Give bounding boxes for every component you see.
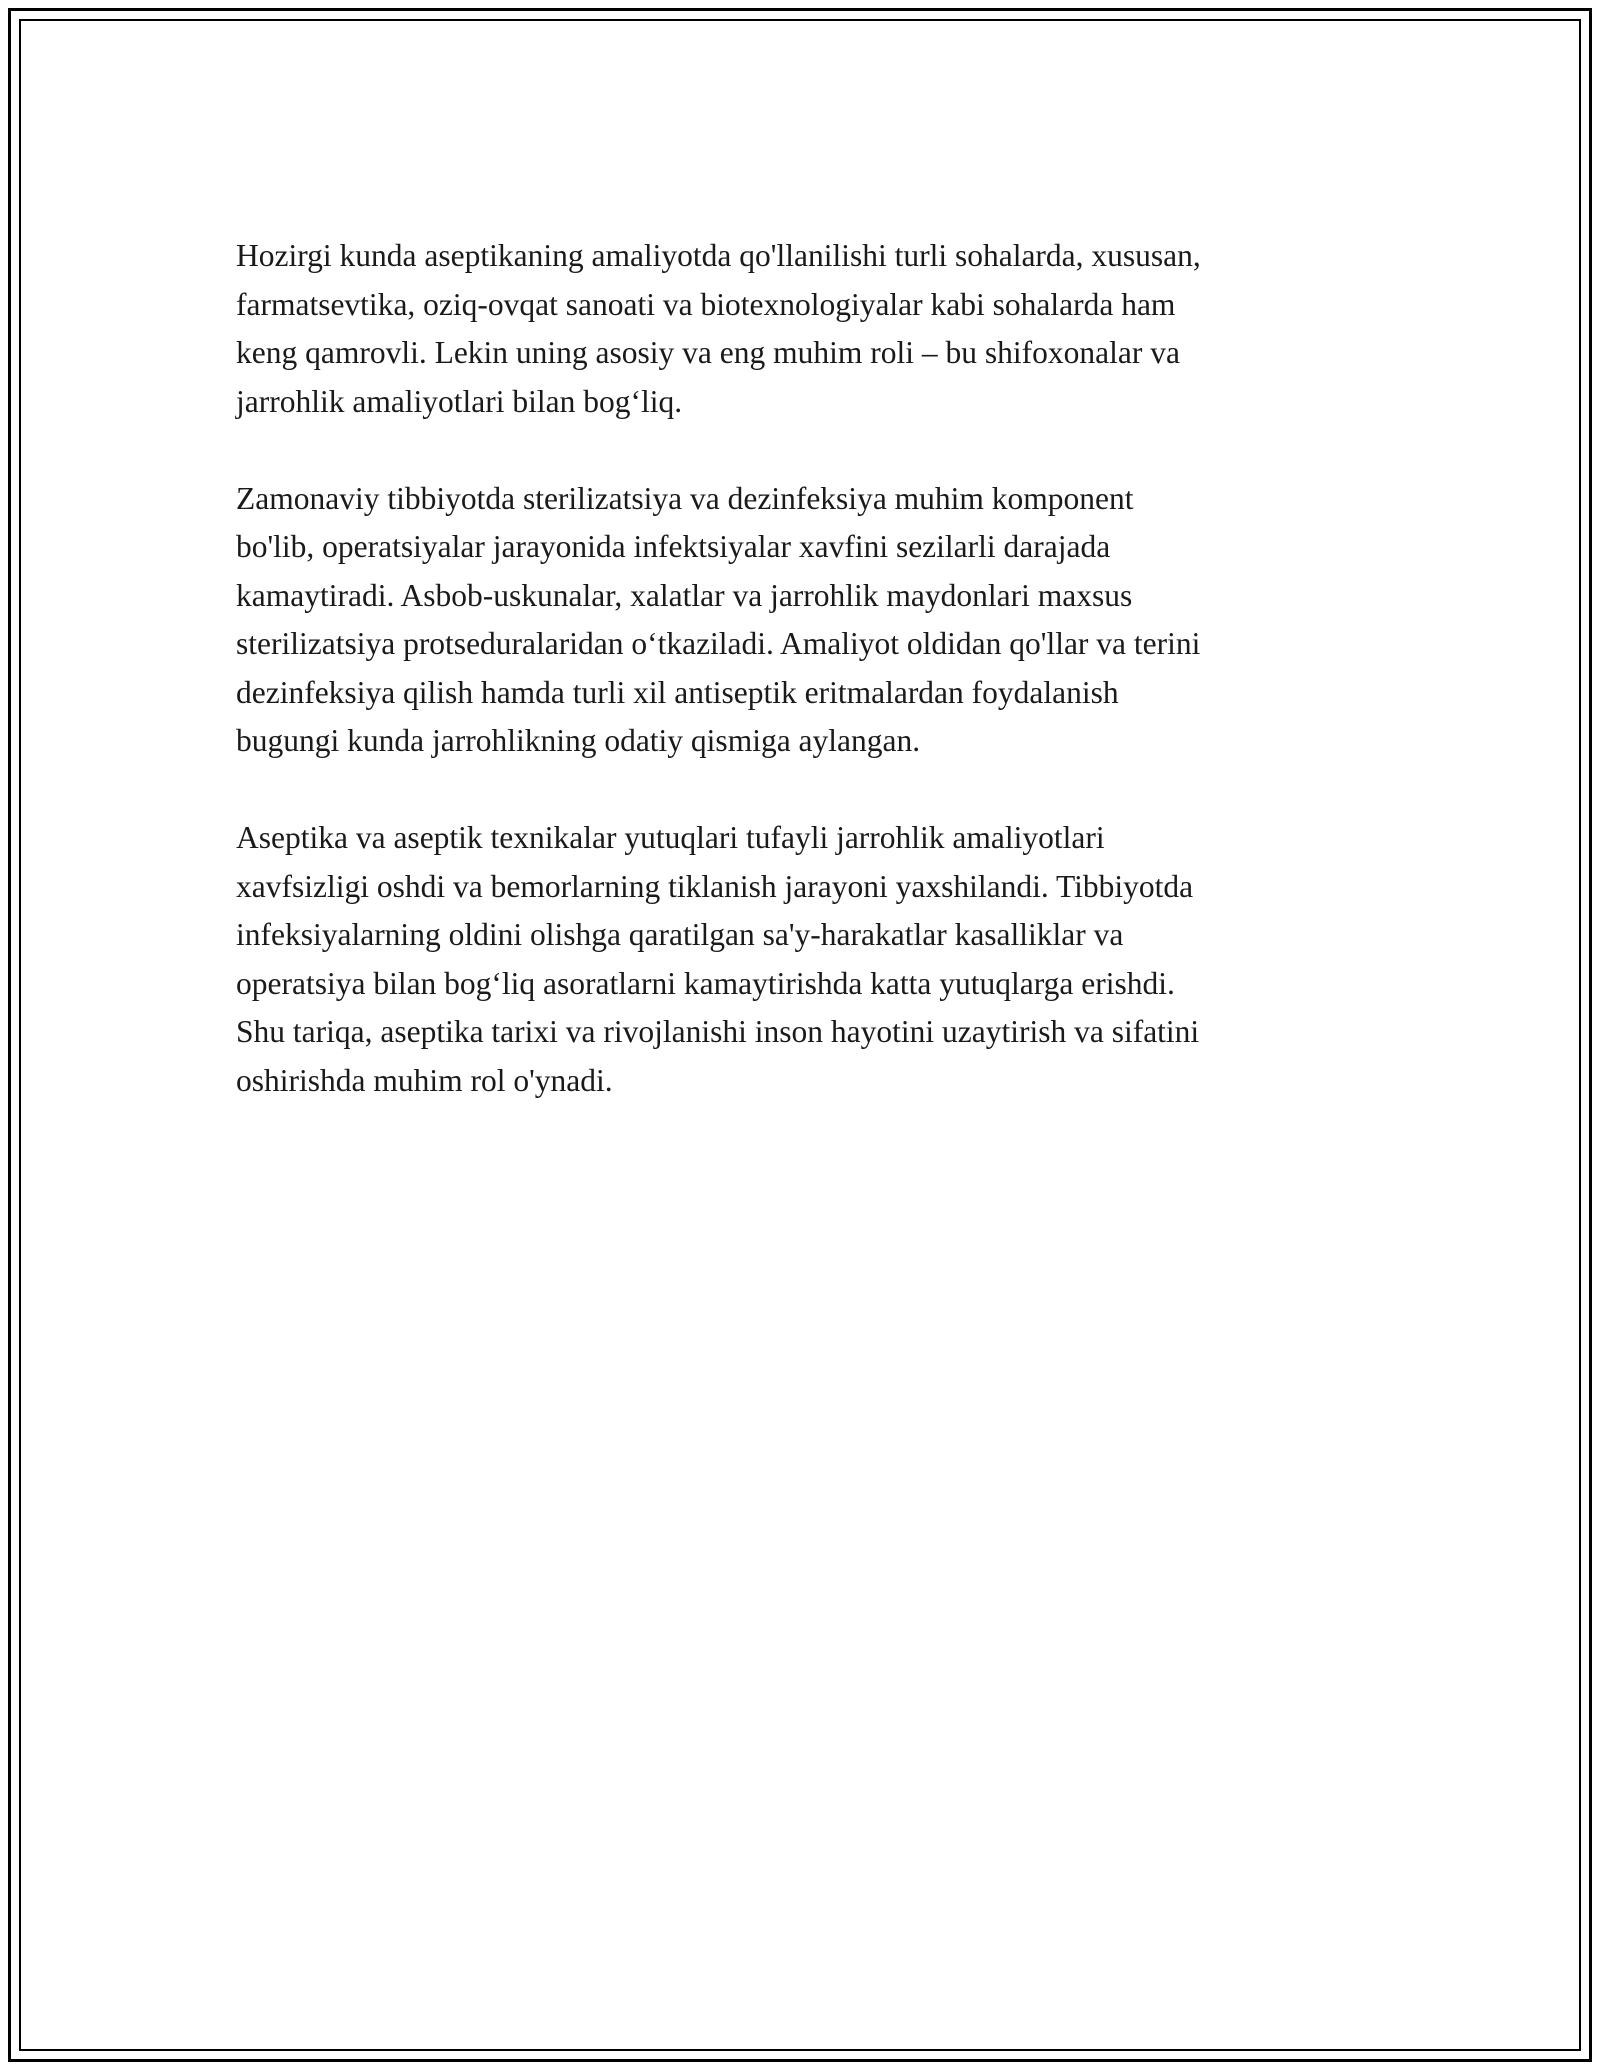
text-line: farmatsevtika, oziq-ovqat sanoati va biotexnologiyalar kabi sohalarda ham	[236, 286, 1176, 322]
text-line: Hozirgi kunda aseptikaning amaliyotda qo'llanilishi turli sohalarda, xususan,	[236, 238, 1201, 273]
text-line: xavfsizligi oshdi va bemorlarning tiklanish jarayoni yaxshilandi. Tibbiyotda	[236, 868, 1194, 904]
document-body	[236, 232, 1386, 1154]
text-line: kamaytiradi. Asbob-uskunalar, xalatlar va jarrohlik maydonlari maxsus	[236, 577, 1133, 613]
text-line: Shu tariqa, aseptika tarixi va rivojlanishi inson hayotini uzaytirish va sifatini	[236, 1014, 1200, 1049]
text-line: keng qamrovli. Lekin uning asosiy va eng muhim roli – bu shifoxonalar va	[236, 335, 1180, 370]
text-line: dezinfeksiya qilish hamda turli xil antiseptik eritmalardan foydalanish	[236, 674, 1119, 710]
paragraph-1	[236, 232, 1386, 426]
text-line: bo'lib, operatsiyalar jarayonida infektsiyalar xavfini sezilarli darajada	[236, 529, 1111, 564]
text-line: jarrohlik amaliyotlari bilan bog‘liq.	[236, 383, 683, 419]
text-line: bugungi kunda jarrohlikning odatiy qismiga aylangan.	[236, 723, 921, 758]
paragraph-2	[236, 475, 1386, 766]
text-line: oshirishda muhim rol o'ynadi.	[236, 1062, 613, 1098]
text-line: infeksiyalarning oldini olishga qaratilgan sa'y-harakatlar kasalliklar va	[236, 917, 1124, 952]
text-line: Zamonaviy tibbiyotda sterilizatsiya va dezinfeksiya muhim komponent	[236, 480, 1134, 516]
text-line: operatsiya bilan bog‘liq asoratlarni kamaytirishda katta yutuqlarga erishdi.	[236, 965, 1175, 1001]
text-line: sterilizatsiya protseduralaridan o‘tkaziladi. Amaliyot oldidan qo'llar va terini	[236, 626, 1201, 661]
paragraph-3	[236, 814, 1386, 1105]
text-line: Aseptika va aseptik texnikalar yutuqlari tufayli jarrohlik amaliyotlari	[236, 820, 1105, 855]
